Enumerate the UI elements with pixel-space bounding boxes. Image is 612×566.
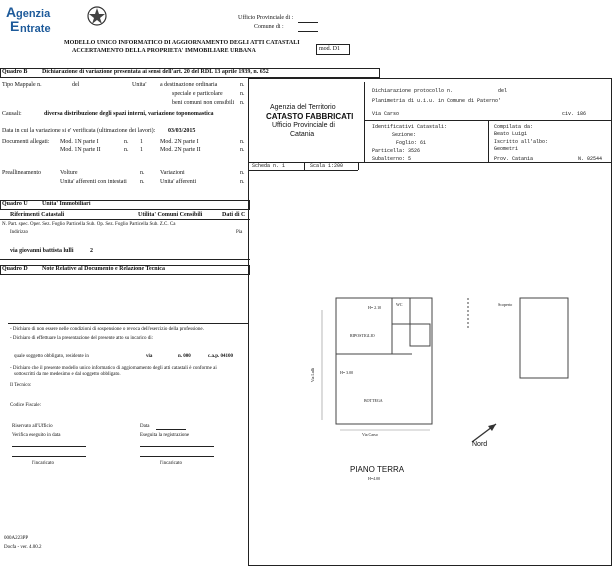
foglio-label: Foglio: 61 — [396, 140, 427, 146]
num-label: N. 02544 — [578, 156, 603, 162]
causali-value: diversa distribuzione degli spazi interni, variazione toponomastica — [44, 111, 214, 117]
documenti-label: Documenti allegati: — [2, 139, 50, 145]
quadro-u-title: Quadro U — [2, 201, 28, 207]
soggetto-label: quale soggetto obbligato, residente in — [14, 354, 89, 359]
emblem-icon — [86, 4, 108, 28]
n-label-1: n. — [240, 82, 245, 88]
mod-2n-1-n: n. — [240, 139, 245, 145]
declaration-3: - Dichiaro che il presente modello unico informatico di aggiornamento degli atti catastali è conforme ai — [10, 366, 217, 371]
agenzia-entrate-logo — [6, 6, 76, 36]
scheda-label: Scheda n. 1 — [252, 163, 286, 169]
address-number: 2 — [90, 248, 93, 254]
room-label-ripostiglio: RIPOSTIGLIO — [350, 333, 375, 338]
sezione-label: Sezione: — [392, 132, 417, 138]
n-variazioni: n. — [240, 170, 245, 176]
model-code: mod. D1 — [319, 46, 340, 52]
particella-label: Particella: 3526 — [372, 148, 421, 154]
identificativi-label: Identificativi Catastali: — [372, 124, 448, 130]
mod-1n-2: Mod. 1N parte II — [60, 147, 101, 153]
speciale-particolare: speciale e particolare — [172, 91, 223, 97]
unita-afferenti: Unita' afferenti — [160, 179, 197, 185]
iscritto-label: Iscritto all'albo: — [494, 139, 549, 145]
piano-terra-label: PIANO TERRA — [350, 465, 405, 474]
mod-2n-2: Mod. 2N parte II — [160, 147, 201, 153]
height-label-2: H= 3.00 — [340, 370, 354, 375]
mod-1n-1-n: n. — [124, 139, 129, 145]
agency-line3: Ufficio Provinciale di — [272, 122, 335, 129]
declaration-1: - Dichiaro di non essere nelle condizioni di sospensione o revoca dell'esercizio della professione. — [10, 327, 204, 332]
logo-initial-a: A — [6, 4, 17, 20]
form-title-line2: ACCERTAMENTO DELLA PROPRIETA' IMMOBILIARE URBANA — [72, 48, 256, 54]
incaricato-1: l'incaricato — [32, 461, 54, 466]
destinazione-ordinaria: a destinazione ordinaria — [160, 82, 218, 88]
numero-label: n. 000 — [178, 354, 191, 359]
n-label-2: n. — [240, 91, 245, 97]
mod-2n-1: Mod. 2N parte I — [160, 139, 199, 145]
unita-afferenti-intestati: Unita' afferenti con intestati — [60, 179, 127, 185]
riferimenti-catastali: Riferimenti Catastali — [10, 212, 65, 218]
footer-code: 000A223PP — [4, 536, 29, 541]
quadro-u-header — [0, 200, 250, 210]
n-volture: n. — [140, 170, 145, 176]
street-label-left: Via Lulli — [310, 367, 316, 383]
quadro-b-title: Quadro B — [2, 69, 28, 75]
floor-plan-drawing — [300, 280, 570, 440]
logo-initial-e: E — [10, 18, 20, 34]
compilata-label: Compilata da: — [494, 124, 534, 130]
mod-1n-1-v: 1 — [140, 139, 143, 145]
incaricato-2: l'incaricato — [160, 461, 182, 466]
form-title-line1: MODELLO UNICO INFORMATICO DI AGGIORNAMENTO DEGLI ATTI CATASTALI — [64, 40, 300, 46]
protocol-del: del — [498, 88, 508, 94]
planimetria-label: Planimetria di u.i.u. in Comune di Paterno' — [372, 98, 502, 104]
via-label: via — [146, 354, 153, 359]
logo-line2: ntrate — [20, 23, 51, 35]
agency-line2: CATASTO FABBRICATI — [266, 112, 354, 121]
data-variazione-value: 03/03/2015 — [168, 128, 196, 134]
mod-2n-2-n: n. — [240, 147, 245, 153]
n-afferenti-intestati: n. — [140, 179, 145, 185]
quadro-b-description: Dichiarazione di variazione presentata ai sensi dell'art. 20 del RDL 13 aprile 1939, n. 652 — [42, 69, 269, 75]
model-code-box — [316, 44, 350, 55]
quadro-u-description: Unita' Immobiliari — [42, 201, 91, 207]
data-variazione-label: Data in cui la variazione si e' verificata (ultimazione dei lavori): — [2, 128, 156, 134]
iscritto-value: Geometri — [494, 146, 519, 152]
subalterno-label: Subalterno: 5 — [372, 156, 412, 162]
declaration-3b: sottoscritti da me medesimo e dal soggetto obbligato. — [14, 372, 121, 377]
declaration-2: - Dichiaro di effettuare la presentazione del presente atto su incarico di: — [10, 336, 154, 341]
n-label-3: n. — [240, 100, 245, 106]
street-label-bottom: Via Carso — [362, 432, 378, 437]
mod-1n-1: Mod. 1N parte I — [60, 139, 99, 145]
columns-header: N. Part. spec. Oper. Sez. Foglio Particella Sub. Op. Sez. Foglio Particella Sub. Z.C. Ca — [2, 222, 176, 227]
quadro-d-description: Note Relative al Documento e Relazione Tecnica — [42, 266, 165, 272]
piano-height: H=4.00 — [368, 476, 381, 481]
prov-label: Prov. Catania — [494, 156, 534, 162]
footer-version: Docfa - ver. 4.00.2 — [4, 545, 42, 550]
civico: civ. 186 — [562, 111, 587, 117]
mod-1n-2-v: 1 — [140, 147, 143, 153]
agency-line1: Agenzia del Territorio — [270, 104, 336, 111]
protocol-label: Dichiarazione protocollo n. — [372, 88, 454, 94]
tipo-mappale-label: Tipo Mappale n. — [2, 82, 42, 88]
quadro-d-title: Quadro D — [2, 266, 28, 272]
pia-label: Pia — [236, 230, 243, 235]
volture: Volture — [60, 170, 78, 176]
room-label-bottega: BOTTEGA — [364, 398, 383, 403]
unita-label: Unita' — [132, 82, 147, 88]
codice-fiscale-label: Codice Fiscale: — [10, 403, 41, 408]
riservato-label: Riservato all'Ufficio — [12, 424, 53, 429]
agency-line4: Catania — [290, 131, 315, 138]
municipality-label: Comune di : — [254, 24, 284, 30]
eseguita-label: Eseguita la registrazione — [140, 433, 190, 438]
n-afferenti: n. — [240, 179, 245, 185]
height-label-1: H= 2.10 — [368, 305, 382, 310]
verifica-label: Verifica eseguito in data — [12, 433, 61, 438]
scala-label: Scala 1:200 — [310, 163, 344, 169]
variazioni: Variazioni — [160, 170, 185, 176]
del-label: del — [72, 82, 80, 88]
compilata-name: Beato Luigi — [494, 131, 528, 137]
mod-1n-2-n: n. — [124, 147, 129, 153]
causali-label: Causali: — [2, 111, 22, 117]
data-label: Data — [140, 424, 150, 429]
utilita-comuni: Utilita' Comuni Censibili — [138, 212, 203, 218]
indirizzo-label: Indirizzo — [10, 230, 29, 235]
room-label-scoperto: Scoperto — [498, 302, 513, 307]
room-label-wc: WC — [396, 302, 403, 307]
preallineamento: Preallineamento — [2, 170, 41, 176]
tecnico-label: Il Tecnico: — [10, 383, 32, 388]
provincial-office-label: Ufficio Provinciale di : — [238, 15, 294, 21]
address-value: via giovanni battista lulli — [10, 248, 74, 254]
cap-label: c.a.p. 04100 — [208, 354, 233, 359]
via-carso: Via Carso — [372, 111, 400, 117]
logo-line1: genzia — [16, 8, 51, 20]
dati-label: Dati di C — [222, 212, 246, 218]
north-label: Nord — [472, 441, 488, 448]
beni-comuni: beni comuni non censibili — [172, 100, 235, 106]
